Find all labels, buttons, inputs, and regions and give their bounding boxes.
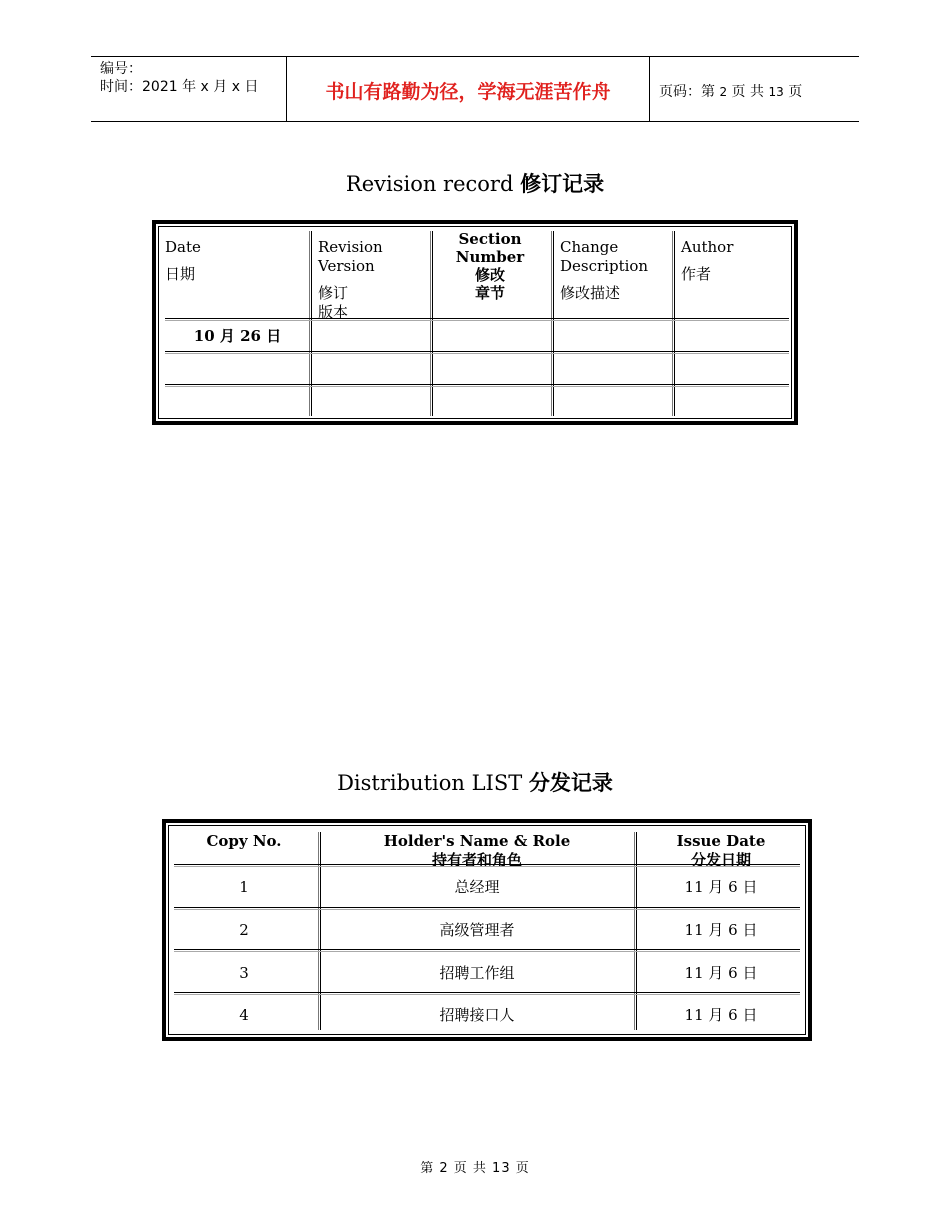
distribution-row-date: 11 月 6 日 — [684, 1006, 758, 1024]
row-separator — [174, 949, 800, 952]
header-meta — [100, 60, 258, 96]
column-label-en: Section — [458, 230, 522, 248]
revision-record-table — [152, 220, 798, 425]
column-separator — [672, 231, 675, 416]
column-label-en: Date — [165, 238, 201, 256]
row-separator — [165, 318, 789, 321]
row-separator — [165, 384, 789, 387]
header-page-info — [659, 81, 802, 101]
distribution-list-table — [162, 819, 812, 1041]
distribution-title-en: Distribution LIST — [337, 771, 523, 795]
page-footer: 第 2 页 共 13 页 — [420, 1161, 530, 1176]
distribution-title-cn: 分发记录 — [528, 771, 613, 795]
column-label-en: Description — [560, 257, 649, 275]
column-header-change-description — [560, 238, 675, 303]
column-label-cn: 持有者和角色 — [431, 851, 522, 869]
distribution-row-date: 11 月 6 日 — [684, 921, 758, 939]
page-header — [91, 56, 859, 122]
column-label-en: Number — [455, 248, 525, 266]
distribution-list-title — [0, 767, 950, 797]
column-label-cn: 修订 — [318, 284, 349, 302]
column-label-cn: 修改 — [474, 266, 505, 284]
distribution-row-date: 11 月 6 日 — [684, 878, 758, 896]
column-separator — [309, 231, 312, 416]
column-header-copy-no: Copy No. — [206, 832, 282, 850]
column-label-en: Issue Date — [676, 832, 766, 850]
document-time-label: 时间：2021 年 x 月 x 日 — [100, 79, 259, 95]
table-inner-border — [158, 226, 792, 419]
row-separator — [174, 864, 800, 867]
column-label-cn: 修改描述 — [560, 284, 621, 302]
distribution-row-holder: 高级管理者 — [439, 921, 515, 939]
row-separator — [165, 351, 789, 354]
revision-row-date: 10 月 26 日 — [193, 327, 282, 345]
distribution-row-copy: 3 — [239, 964, 249, 982]
column-label-cn: 章节 — [474, 284, 505, 302]
column-label-en: Change — [560, 238, 619, 256]
column-label-cn: 分发日期 — [690, 851, 751, 869]
column-label-en: Holder's Name & Role — [383, 832, 571, 850]
distribution-row-copy: 4 — [239, 1006, 249, 1024]
column-label-cn: 版本 — [318, 303, 349, 321]
table-inner-border — [168, 825, 806, 1035]
page-prefix: 页码：第 — [659, 84, 715, 100]
column-separator — [430, 231, 433, 416]
header-divider — [649, 57, 650, 121]
page-suffix: 页 — [788, 84, 803, 100]
row-separator — [174, 907, 800, 910]
column-header-date — [165, 238, 305, 284]
distribution-row-holder: 招聘工作组 — [439, 964, 515, 982]
revision-record-title — [0, 168, 950, 198]
column-label-en: Author — [681, 238, 734, 256]
page-middle: 页 共 — [731, 84, 764, 100]
column-header-author — [681, 238, 786, 284]
distribution-row-copy: 1 — [239, 878, 249, 896]
header-motto: 书山有路勤为径，学海无涯苦作舟 — [325, 81, 611, 103]
distribution-row-holder: 招聘接口人 — [439, 1006, 515, 1024]
revision-title-cn: 修订记录 — [520, 172, 605, 196]
column-separator — [551, 231, 554, 416]
column-label-en: Version — [318, 257, 375, 275]
revision-title-en: Revision record — [345, 172, 514, 196]
page-total: 13 — [768, 85, 784, 99]
column-label-en: Revision — [318, 238, 383, 256]
document-number-label: 编号： — [100, 61, 142, 77]
distribution-row-copy: 2 — [239, 921, 249, 939]
column-label-cn: 作者 — [681, 265, 712, 283]
column-header-revision-version — [318, 238, 428, 322]
column-header-section-number — [431, 230, 549, 302]
distribution-row-holder: 总经理 — [454, 878, 500, 896]
distribution-row-date: 11 月 6 日 — [684, 964, 758, 982]
column-label-cn: 日期 — [165, 265, 196, 283]
row-separator — [174, 992, 800, 995]
page-current: 2 — [719, 85, 728, 99]
